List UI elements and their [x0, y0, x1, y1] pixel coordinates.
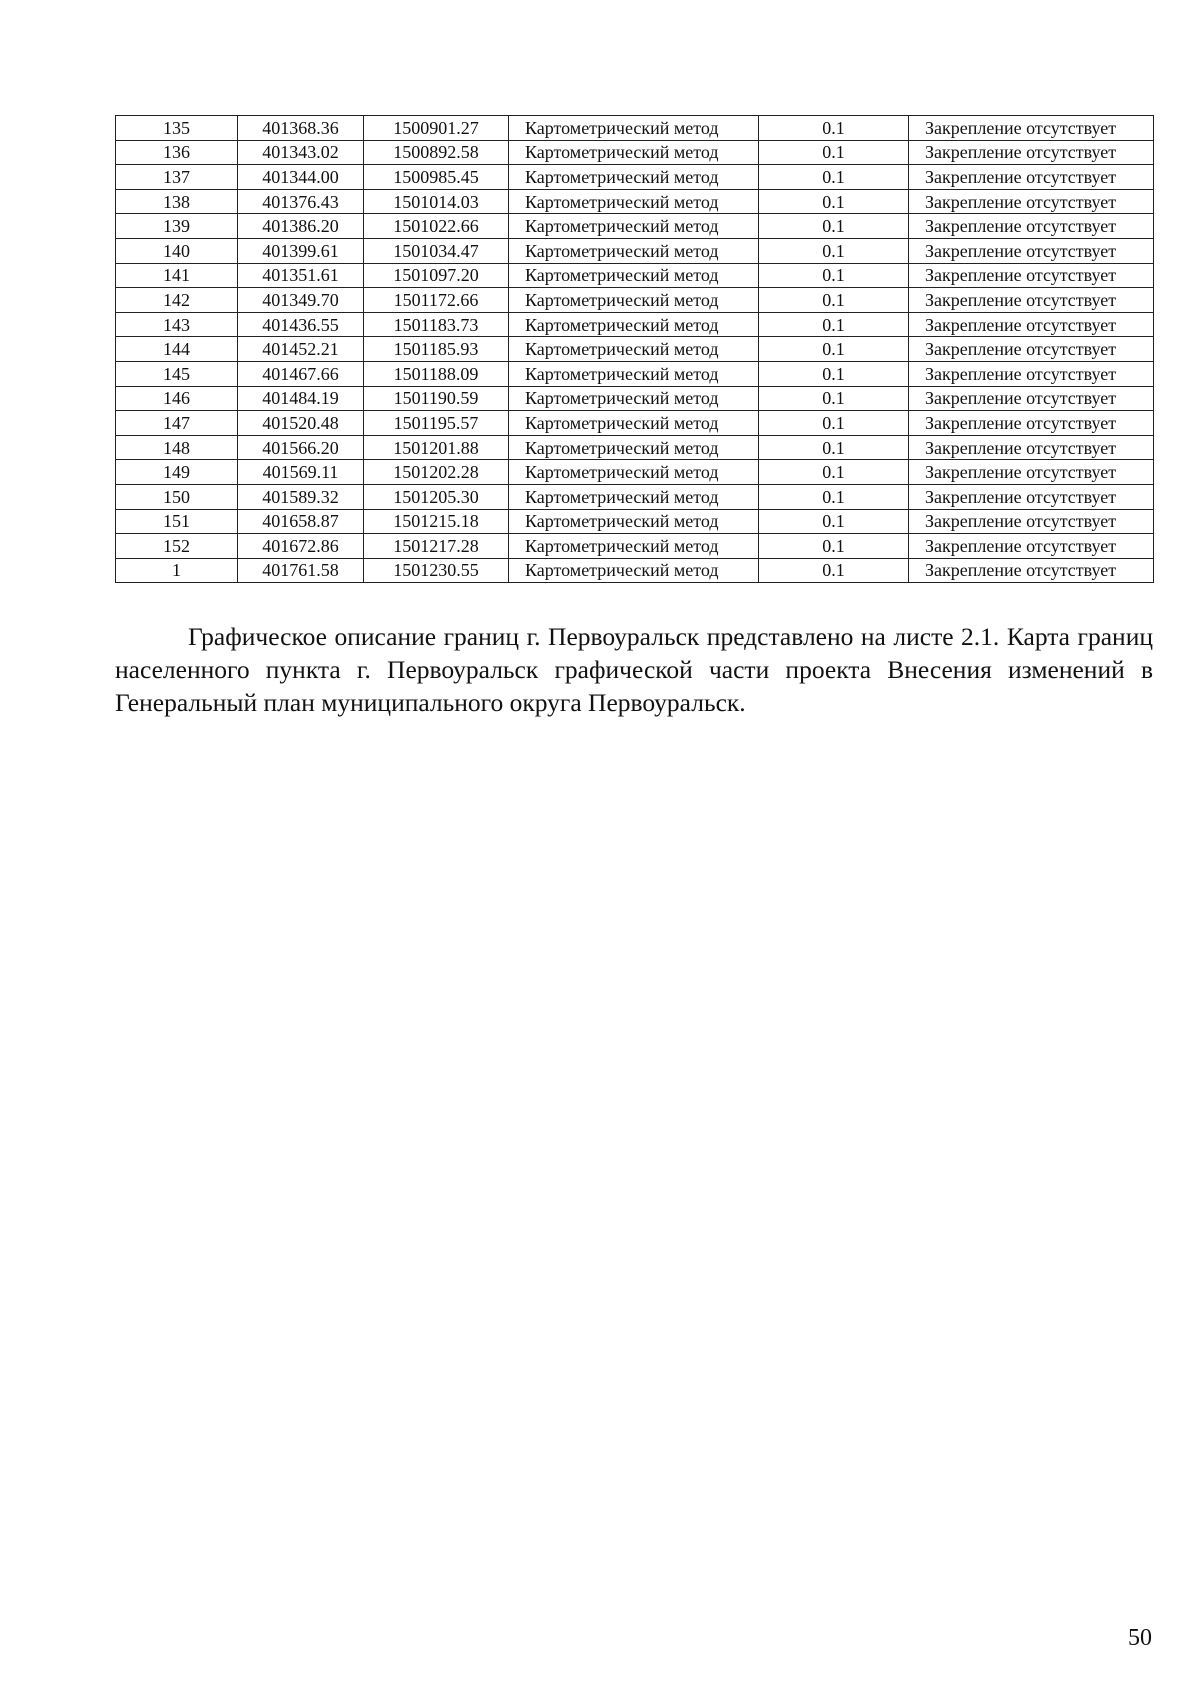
cell-fixing: Закрепление отсутствует: [909, 312, 1154, 337]
table-row: [116, 165, 1154, 190]
table-row: [116, 484, 1154, 509]
cell-point-number: 140: [116, 238, 238, 263]
table-row: [116, 509, 1154, 534]
cell-accuracy: 0.1: [759, 361, 909, 386]
cell-accuracy: 0.1: [759, 411, 909, 436]
cell-accuracy: 0.1: [759, 214, 909, 239]
cell-y-coordinate: 1500985.45: [364, 165, 509, 190]
cell-point-number: 146: [116, 386, 238, 411]
cell-x-coordinate: 401436.55: [238, 312, 364, 337]
cell-fixing: Закрепление отсутствует: [909, 165, 1154, 190]
cell-x-coordinate: 401589.32: [238, 484, 364, 509]
table-row: [116, 534, 1154, 559]
cell-accuracy: 0.1: [759, 558, 909, 583]
cell-method: Картометрический метод: [509, 484, 759, 509]
cell-y-coordinate: 1501205.30: [364, 484, 509, 509]
cell-x-coordinate: 401672.86: [238, 534, 364, 559]
cell-point-number: 151: [116, 509, 238, 534]
cell-x-coordinate: 401351.61: [238, 263, 364, 288]
cell-x-coordinate: 401484.19: [238, 386, 364, 411]
table-row: [116, 460, 1154, 485]
cell-accuracy: 0.1: [759, 534, 909, 559]
cell-accuracy: 0.1: [759, 140, 909, 165]
cell-x-coordinate: 401566.20: [238, 435, 364, 460]
cell-method: Картометрический метод: [509, 386, 759, 411]
cell-fixing: Закрепление отсутствует: [909, 484, 1154, 509]
cell-y-coordinate: 1501188.09: [364, 361, 509, 386]
cell-y-coordinate: 1501022.66: [364, 214, 509, 239]
cell-x-coordinate: 401344.00: [238, 165, 364, 190]
cell-fixing: Закрепление отсутствует: [909, 435, 1154, 460]
cell-method: Картометрический метод: [509, 312, 759, 337]
cell-accuracy: 0.1: [759, 238, 909, 263]
cell-fixing: Закрепление отсутствует: [909, 386, 1154, 411]
table-row: [116, 312, 1154, 337]
cell-method: Картометрический метод: [509, 558, 759, 583]
table-row: [116, 435, 1154, 460]
cell-x-coordinate: 401761.58: [238, 558, 364, 583]
cell-accuracy: 0.1: [759, 460, 909, 485]
cell-accuracy: 0.1: [759, 288, 909, 313]
table-body: [116, 116, 1154, 583]
cell-method: Картометрический метод: [509, 361, 759, 386]
cell-y-coordinate: 1501215.18: [364, 509, 509, 534]
cell-point-number: 149: [116, 460, 238, 485]
cell-x-coordinate: 401386.20: [238, 214, 364, 239]
cell-y-coordinate: 1501201.88: [364, 435, 509, 460]
cell-y-coordinate: 1500901.27: [364, 116, 509, 141]
cell-method: Картометрический метод: [509, 435, 759, 460]
cell-point-number: 148: [116, 435, 238, 460]
cell-method: Картометрический метод: [509, 460, 759, 485]
cell-method: Картометрический метод: [509, 288, 759, 313]
cell-method: Картометрический метод: [509, 238, 759, 263]
cell-accuracy: 0.1: [759, 312, 909, 337]
cell-y-coordinate: 1501183.73: [364, 312, 509, 337]
table-row: [116, 288, 1154, 313]
table-row: [116, 337, 1154, 362]
cell-x-coordinate: 401467.66: [238, 361, 364, 386]
boundary-description-paragraph: Графическое описание границ г. Первоуральск представлено на листе 2.1. Карта границ населенного пункта г. Первоуральск графической части проекта Внесения изменений в Генеральный план муниципального округа Первоуральск.: [115, 622, 1153, 717]
cell-x-coordinate: 401343.02: [238, 140, 364, 165]
cell-x-coordinate: 401520.48: [238, 411, 364, 436]
cell-accuracy: 0.1: [759, 484, 909, 509]
cell-point-number: 137: [116, 165, 238, 190]
cell-x-coordinate: 401368.36: [238, 116, 364, 141]
cell-x-coordinate: 401349.70: [238, 288, 364, 313]
table-row: [116, 189, 1154, 214]
cell-y-coordinate: 1501217.28: [364, 534, 509, 559]
cell-accuracy: 0.1: [759, 263, 909, 288]
cell-accuracy: 0.1: [759, 165, 909, 190]
cell-accuracy: 0.1: [759, 509, 909, 534]
cell-method: Картометрический метод: [509, 263, 759, 288]
table-row: [116, 140, 1154, 165]
table-row: [116, 361, 1154, 386]
cell-accuracy: 0.1: [759, 386, 909, 411]
cell-accuracy: 0.1: [759, 337, 909, 362]
cell-accuracy: 0.1: [759, 189, 909, 214]
cell-fixing: Закрепление отсутствует: [909, 116, 1154, 141]
cell-point-number: 145: [116, 361, 238, 386]
cell-y-coordinate: 1501190.59: [364, 386, 509, 411]
table-row: [116, 558, 1154, 583]
cell-method: Картометрический метод: [509, 189, 759, 214]
cell-x-coordinate: 401452.21: [238, 337, 364, 362]
cell-point-number: 144: [116, 337, 238, 362]
table-row: [116, 214, 1154, 239]
cell-point-number: 136: [116, 140, 238, 165]
cell-fixing: Закрепление отсутствует: [909, 263, 1154, 288]
page-number: 50: [1128, 1625, 1152, 1651]
cell-point-number: 135: [116, 116, 238, 141]
cell-accuracy: 0.1: [759, 435, 909, 460]
cell-point-number: 139: [116, 214, 238, 239]
cell-fixing: Закрепление отсутствует: [909, 238, 1154, 263]
table-row: [116, 411, 1154, 436]
cell-point-number: 152: [116, 534, 238, 559]
cell-y-coordinate: 1501202.28: [364, 460, 509, 485]
cell-method: Картометрический метод: [509, 214, 759, 239]
cell-fixing: Закрепление отсутствует: [909, 140, 1154, 165]
cell-y-coordinate: 1501172.66: [364, 288, 509, 313]
cell-fixing: Закрепление отсутствует: [909, 214, 1154, 239]
cell-y-coordinate: 1501230.55: [364, 558, 509, 583]
cell-fixing: Закрепление отсутствует: [909, 509, 1154, 534]
cell-x-coordinate: 401658.87: [238, 509, 364, 534]
cell-point-number: 143: [116, 312, 238, 337]
cell-x-coordinate: 401376.43: [238, 189, 364, 214]
cell-fixing: Закрепление отсутствует: [909, 558, 1154, 583]
cell-fixing: Закрепление отсутствует: [909, 534, 1154, 559]
cell-fixing: Закрепление отсутствует: [909, 460, 1154, 485]
cell-point-number: 147: [116, 411, 238, 436]
cell-method: Картометрический метод: [509, 509, 759, 534]
table-row: [116, 116, 1154, 141]
cell-fixing: Закрепление отсутствует: [909, 411, 1154, 436]
cell-y-coordinate: 1501014.03: [364, 189, 509, 214]
cell-method: Картометрический метод: [509, 411, 759, 436]
cell-point-number: 142: [116, 288, 238, 313]
cell-method: Картометрический метод: [509, 534, 759, 559]
cell-method: Картометрический метод: [509, 337, 759, 362]
cell-y-coordinate: 1501185.93: [364, 337, 509, 362]
cell-accuracy: 0.1: [759, 116, 909, 141]
cell-fixing: Закрепление отсутствует: [909, 337, 1154, 362]
cell-method: Картометрический метод: [509, 165, 759, 190]
cell-y-coordinate: 1501195.57: [364, 411, 509, 436]
table-row: [116, 386, 1154, 411]
cell-method: Картометрический метод: [509, 116, 759, 141]
cell-x-coordinate: 401569.11: [238, 460, 364, 485]
cell-x-coordinate: 401399.61: [238, 238, 364, 263]
cell-y-coordinate: 1500892.58: [364, 140, 509, 165]
cell-fixing: Закрепление отсутствует: [909, 189, 1154, 214]
cell-point-number: 150: [116, 484, 238, 509]
table-row: [116, 263, 1154, 288]
table-row: [116, 238, 1154, 263]
cell-point-number: 138: [116, 189, 238, 214]
cell-fixing: Закрепление отсутствует: [909, 288, 1154, 313]
boundary-coordinates-table: [115, 115, 1154, 583]
cell-y-coordinate: 1501034.47: [364, 238, 509, 263]
cell-point-number: 141: [116, 263, 238, 288]
cell-point-number: 1: [116, 558, 238, 583]
cell-y-coordinate: 1501097.20: [364, 263, 509, 288]
cell-method: Картометрический метод: [509, 140, 759, 165]
cell-fixing: Закрепление отсутствует: [909, 361, 1154, 386]
